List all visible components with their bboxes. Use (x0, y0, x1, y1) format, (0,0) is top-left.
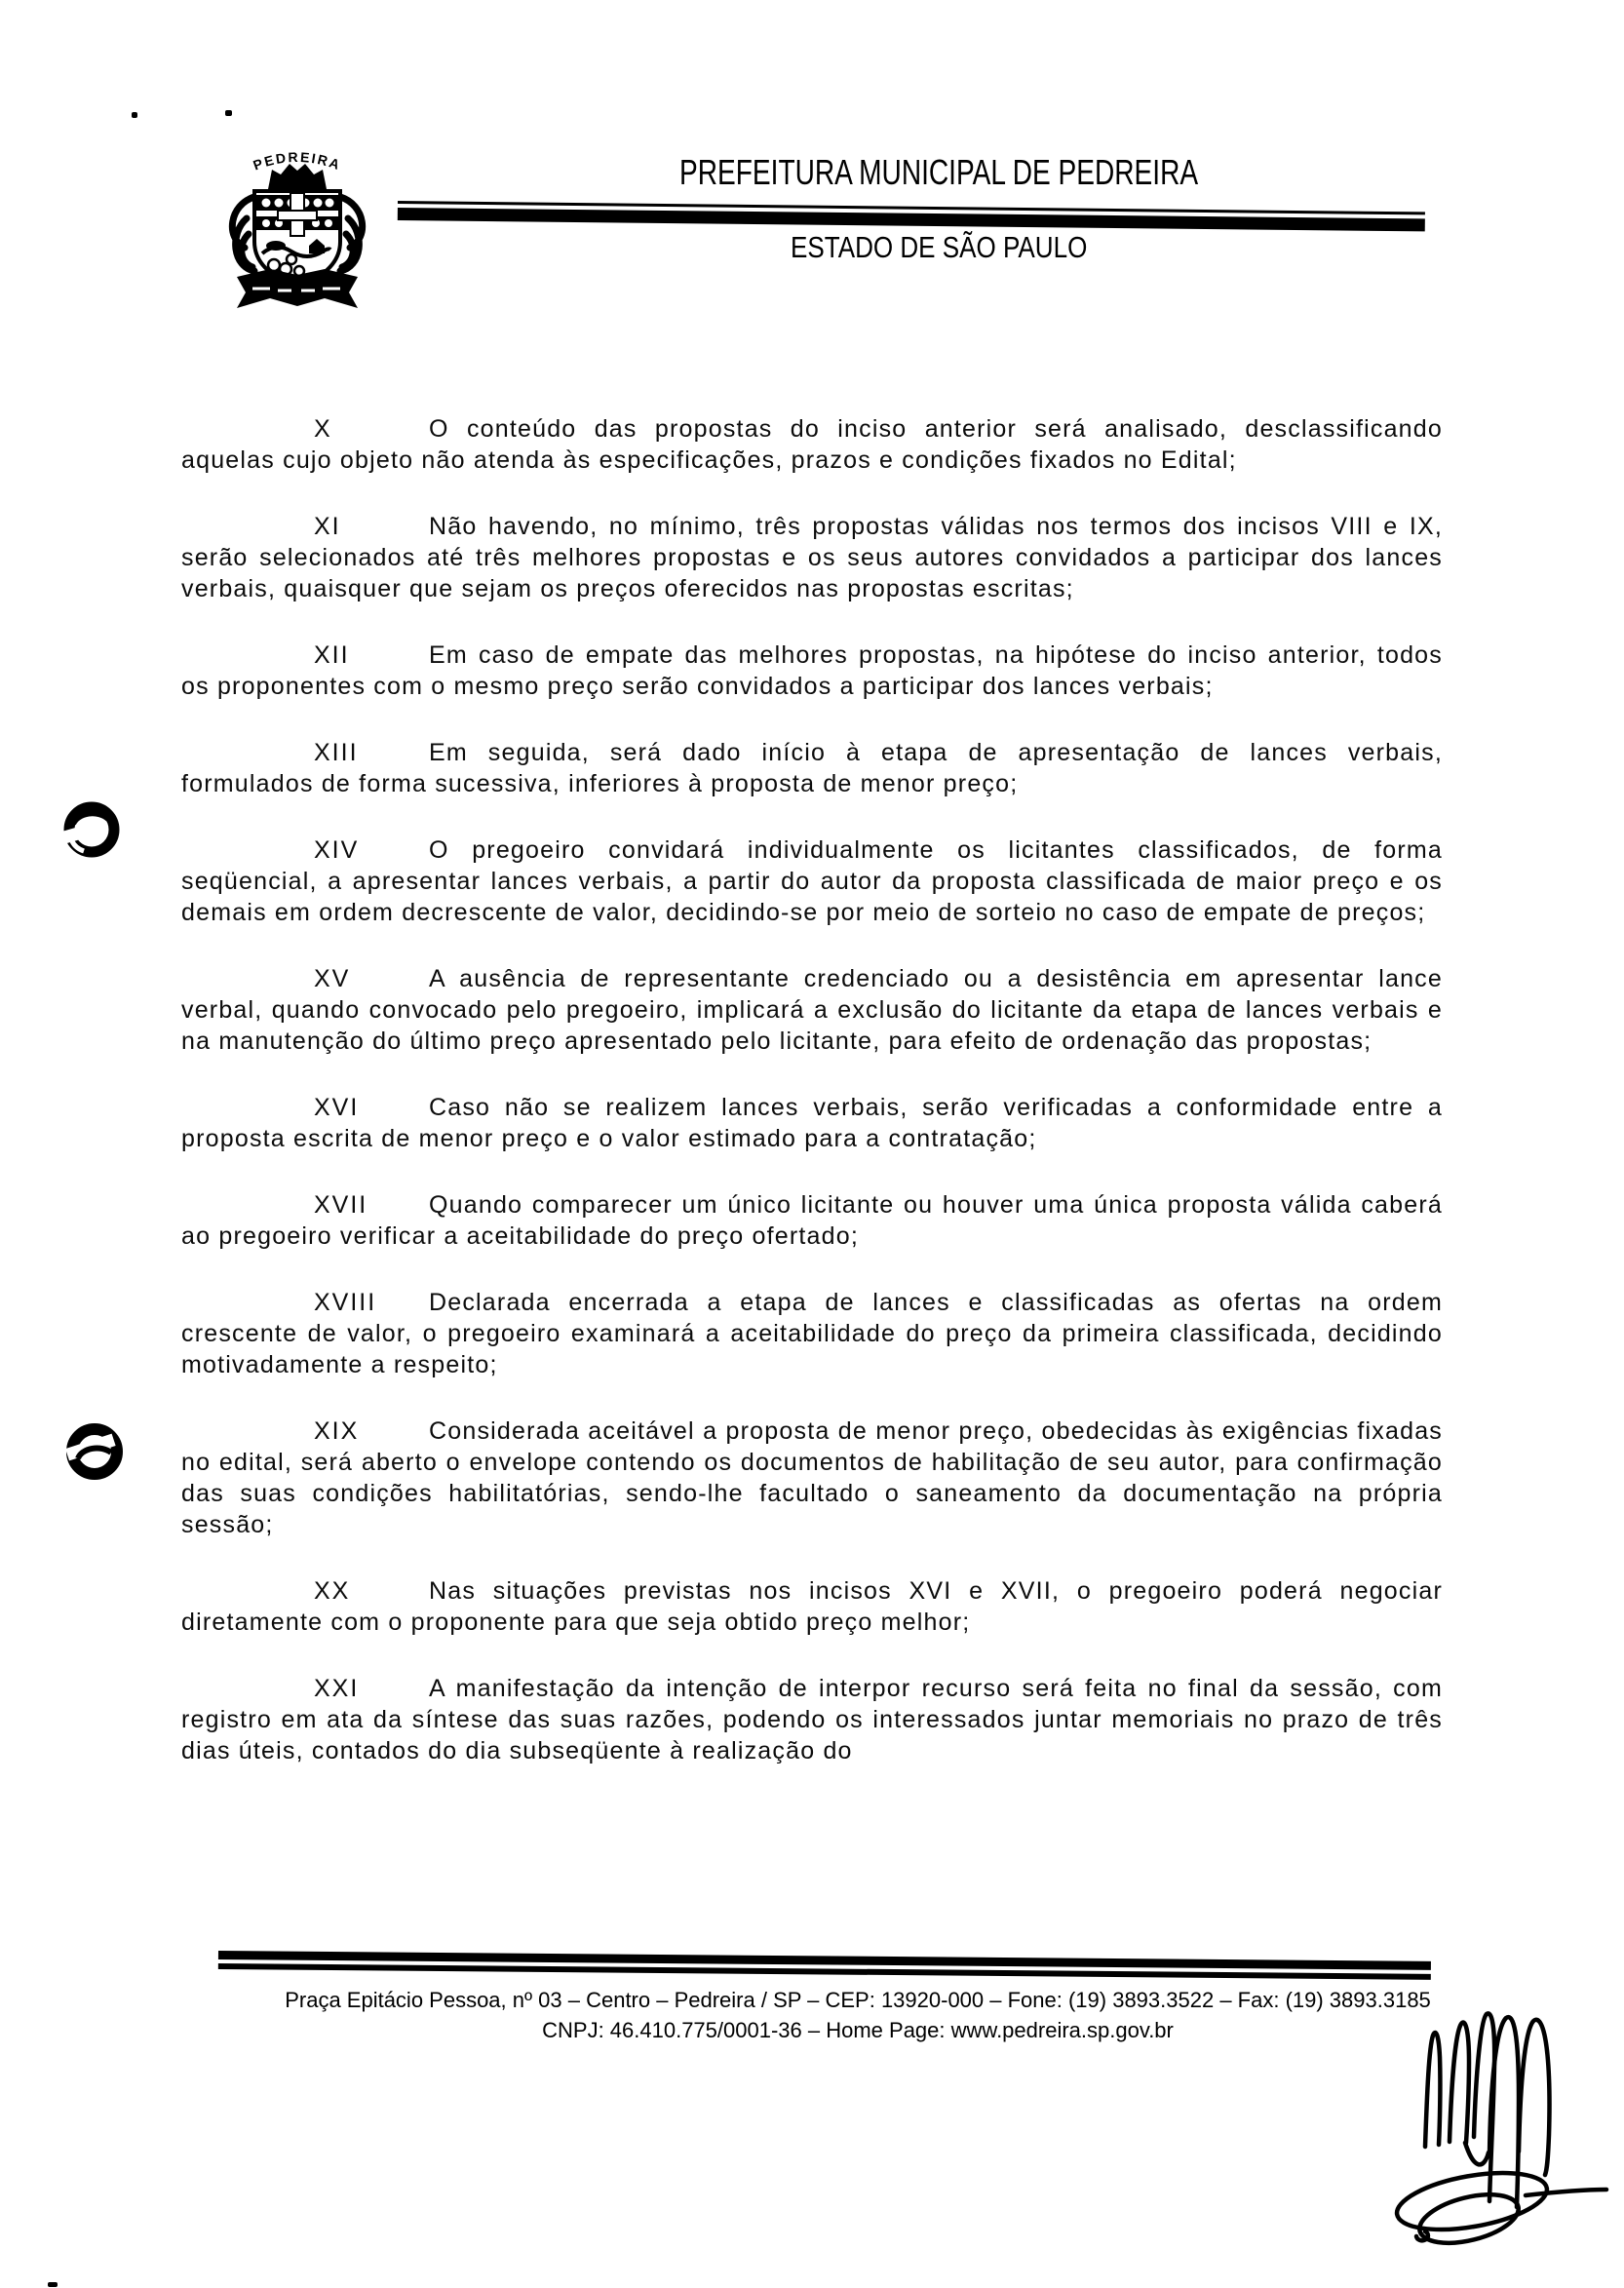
clause-text: Não havendo, no mínimo, três propostas válidas nos termos dos incisos VIII e IX, serão selecionados até três melhores propostas e os seus autores convidados a participar dos lances verbais, quaisquer que sejam os preços oferecidos nas propostas escritas; (181, 513, 1443, 602)
clause-numeral: XXI (314, 1675, 360, 1702)
clause-item (181, 737, 1443, 799)
clause-text: O conteúdo das propostas do inciso anterior será analisado, desclassificando aquelas cujo objeto não atenda às especificações, prazos e condições fixados no Edital; (181, 415, 1443, 474)
clause-text: Em seguida, será dado início à etapa de apresentação de lances verbais, formulados de forma sucessiva, inferiores à proposta de menor preço; (181, 739, 1443, 797)
clause-text: Caso não se realizem lances verbais, serão verificadas a conformidade entre a proposta escrita de menor preço e o valor estimado para a contratação; (181, 1094, 1443, 1152)
hole-punch-mark (57, 795, 127, 865)
footer-divider (218, 1951, 1431, 1980)
clause-numeral: XII (314, 641, 350, 669)
footer-cnpj-line: CNPJ: 46.410.775/0001-36 – Home Page: www.pedreira.sp.gov.br (542, 2018, 1174, 2042)
clause-text: Declarada encerrada a etapa de lances e classificadas as ofertas na ordem crescente de valor, o pregoeiro examinará a aceitabilidade do preço da primeira classificada, decidindo motivadamente a respeito; (181, 1289, 1443, 1378)
clause-text: Quando comparecer um único licitante ou houver uma única proposta válida caberá ao pregoeiro verificar a aceitabilidade do preço ofertado; (181, 1191, 1443, 1250)
clause-numeral: XVII (314, 1191, 368, 1219)
clause-text: O pregoeiro convidará individualmente os licitantes classificados, de forma seqüencial, a apresentar lances verbais, a partir do autor da proposta classificada de maior preço e os demais em ordem decrescente de valor, decidindo-se por meio de sorteio no caso de empate de preços; (181, 836, 1443, 926)
clause-numeral: XIII (314, 739, 359, 766)
clause-item (181, 1415, 1443, 1540)
clause-numeral: XVIII (314, 1289, 377, 1316)
clause-item (181, 834, 1443, 928)
left-flourish (232, 197, 254, 271)
coat-of-arms-emblem (219, 144, 375, 315)
clause-item (181, 1189, 1443, 1252)
scan-artifact-dot (225, 110, 232, 116)
emblem-caption: PEDREIRA (251, 148, 344, 174)
clause-item (181, 1673, 1443, 1766)
crown-icon (268, 164, 327, 189)
clause-numeral: XV (314, 965, 351, 992)
clause-numeral: XVI (314, 1094, 360, 1121)
clause-numeral: XIX (314, 1417, 360, 1445)
clause-text: Nas situações previstas nos incisos XVI e XVII, o pregoeiro poderá negociar diretamente com o proponente para que seja obtido preço melhor; (181, 1577, 1443, 1636)
clause-numeral: X (314, 415, 332, 443)
right-flourish (340, 197, 363, 271)
clause-text: Considerada aceitável a proposta de menor preço, obedecidas às exigências fixadas no edital, será aberto o envelope contendo os documentos de habilitação de seu autor, para confirmação das suas condições habilitatórias, sendo-lhe facultado o saneamento da documentação na própria sessão; (181, 1417, 1443, 1538)
scan-artifact-dot (132, 112, 137, 118)
clause-item (181, 963, 1443, 1057)
page-title-text: PREFEITURA MUNICIPAL DE PEDREIRA (678, 152, 1199, 192)
footer (251, 1985, 1464, 2045)
clause-numeral: XX (314, 1577, 351, 1605)
clause-item (181, 1092, 1443, 1154)
page-subtitle (422, 230, 1455, 265)
clause-numeral: XIV (314, 836, 360, 864)
hole-punch-mark (58, 1415, 131, 1488)
clause-text: A manifestação da intenção de interpor recurso será feita no final da sessão, com registro em ata da síntese das suas razões, podendo os interessados juntar memoriais no prazo de três dias úteis, contados do dia subseqüente à realização do (181, 1675, 1443, 1764)
clause-item (181, 1575, 1443, 1638)
clause-item (181, 413, 1443, 476)
document-body (181, 413, 1443, 1802)
handwritten-signature (1379, 1989, 1618, 2262)
clause-item (181, 640, 1443, 702)
clause-text: Em caso de empate das melhores propostas, na hipótese do inciso anterior, todos os proponentes com o mesmo preço serão convidados a participar dos lances verbais; (181, 641, 1443, 700)
header-divider (398, 201, 1425, 231)
clause-item (181, 511, 1443, 604)
clause-numeral: XI (314, 513, 341, 540)
clause-text: A ausência de representante credenciado ou a desistência em apresentar lance verbal, quando convocado pelo pregoeiro, implicará a exclusão do licitante da etapa de lances verbais e na manutenção do último preço apresentado pelo licitante, para efeito de ordenação das propostas; (181, 965, 1443, 1055)
page-title (422, 152, 1455, 193)
page-subtitle-text: ESTADO DE SÃO PAULO (790, 230, 1088, 264)
clause-item (181, 1287, 1443, 1380)
scan-artifact-dot (48, 2282, 58, 2287)
footer-address-line: Praça Epitácio Pessoa, nº 03 – Centro – Pedreira / SP – CEP: 13920-000 – Fone: (19) 3893.3522 – Fax: (19) 3893.3185 (285, 1988, 1431, 2012)
